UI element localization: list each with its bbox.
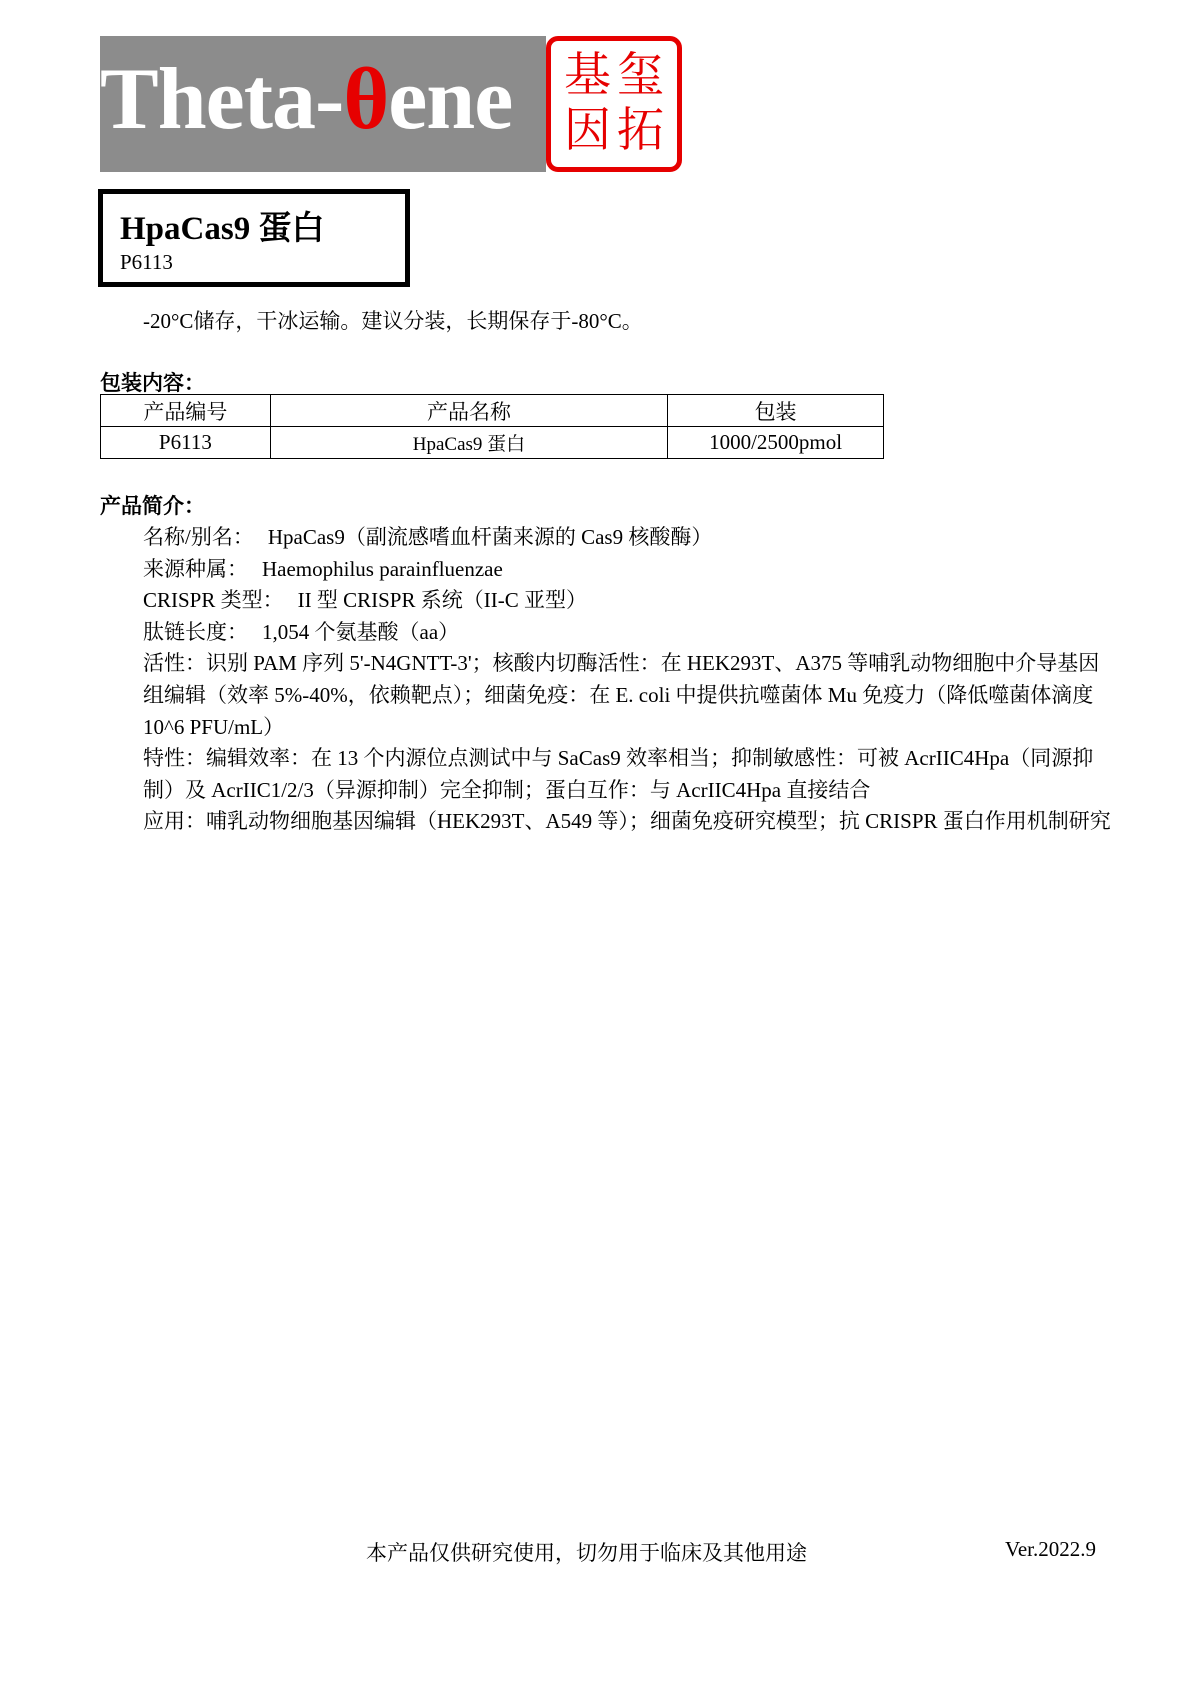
intro-label: 名称/别名：	[143, 525, 254, 549]
intro-source-line	[143, 554, 1115, 586]
intro-properties-paragraph: 特性：编辑效率：在 13 个内源位点测试中与 SaCas9 效率相当；抑制敏感性：可被 AcrIIC4Hpa（同源抑制）及 AcrIIC1/2/3（异源抑制）完全抑制；蛋白互作：与 AcrIIC4Hpa 直接结合	[143, 746, 1094, 802]
column-header: 包装	[668, 395, 884, 427]
seal-char: 基	[564, 48, 611, 103]
seal-char: 因	[564, 103, 611, 158]
intro-length-line	[143, 617, 1115, 649]
intro-activity-paragraph: 活性：识别 PAM 序列 5'-N4GNTT-3'；核酸内切酶活性：在 HEK293T、A375 等哺乳动物细胞中介导基因组编辑（效率 5%-40%，依赖靶点）；细菌免疫：在 E. coli 中提供抗噬菌体 Mu 免疫力（降低噬菌体滴度 10^6 PFU/mL）	[143, 651, 1100, 739]
intro-crispr-line	[143, 585, 1115, 617]
product-code: P6113	[120, 250, 173, 274]
brand-seal	[546, 36, 682, 172]
footer-disclaimer: 本产品仅供研究使用，切勿用于临床及其他用途	[366, 1541, 807, 1565]
intro-value: II 型 CRISPR 系统（II-C 亚型）	[297, 588, 587, 613]
product-intro	[143, 522, 1115, 838]
intro-heading: 产品简介：	[100, 494, 205, 518]
table-row	[101, 427, 884, 459]
intro-label: 肽链长度：	[143, 619, 248, 644]
column-header: 产品编号	[101, 395, 271, 427]
brand-logo: Theta-θene	[100, 51, 513, 148]
intro-name-line	[143, 522, 1115, 554]
version-label: Ver.2022.9	[1005, 1537, 1096, 1561]
table-cell: 1000/2500pmol	[668, 427, 884, 459]
seal-char: 拓	[617, 103, 664, 158]
intro-label: 来源种属：	[143, 556, 248, 581]
table-cell: P6113	[101, 427, 271, 459]
storage-note: -20°C储存，干冰运输。建议分装，长期保存于-80°C。	[143, 309, 643, 333]
table-cell: HpaCas9 蛋白	[270, 427, 667, 459]
column-header: 产品名称	[270, 395, 667, 427]
intro-label: CRISPR 类型：	[143, 588, 284, 613]
product-title-box	[98, 189, 410, 287]
intro-value: HpaCas9（副流感嗜血杆菌来源的 Cas9 核酸酶）	[267, 525, 713, 549]
intro-application-paragraph: 应用：哺乳动物细胞基因编辑（HEK293T、A549 等）；细菌免疫研究模型；抗 CRISPR 蛋白作用机制研究	[143, 809, 1111, 834]
package-heading: 包装内容：	[100, 371, 205, 395]
intro-value: 1,054 个氨基酸（aa）	[262, 619, 460, 644]
product-title: HpaCas9 蛋白	[120, 211, 325, 247]
table-header-row	[101, 395, 884, 427]
intro-value: Haemophilus parainfluenzae	[262, 556, 503, 581]
package-table	[100, 394, 884, 459]
seal-char: 玺	[617, 48, 664, 103]
